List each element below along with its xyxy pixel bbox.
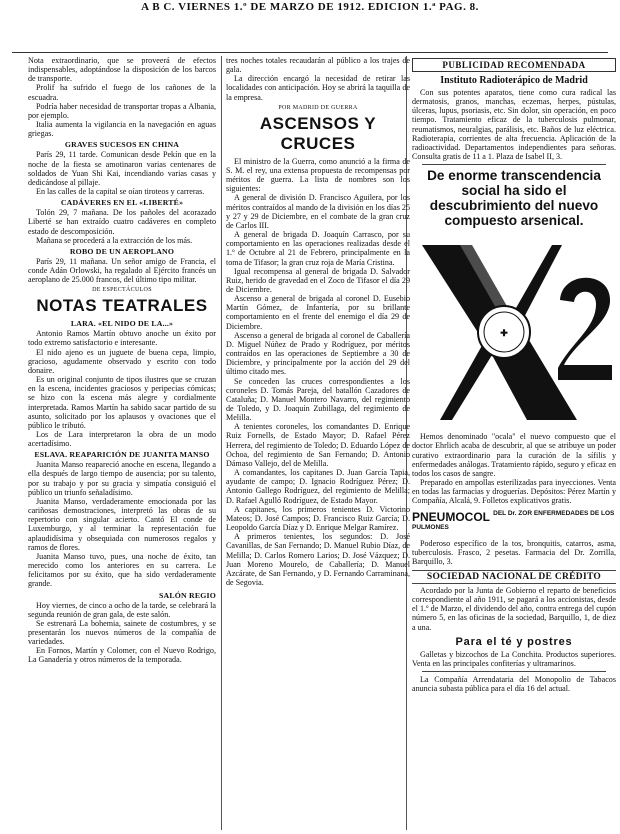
paragraph: Con sus potentes aparatos, tiene como cura radical las dermatosis, granos, manchas, eczemas, herpes, pústulas, úlceras, lupus, psoriasis, etc. Sin dolor, sin operación, en poco tiempo. Tratamiento eficaz de la tuberculosis pulmonar, reumatismos, neuralgias, parálisis, etc. Baños de luz eléctrica. Radioterapia, corrientes de alta frecuencia. Aplicación de la radioactividad. Departamentos independientes para señoras. Consulta gratis de 11 a 1. Plaza de Isabel II, 3. <box>412 88 616 162</box>
subheading: GRAVES SUCESOS EN CHINA <box>64 140 180 150</box>
divider <box>422 164 606 165</box>
paragraph: Italia aumenta la vigilancia en la navegación en aguas griegas. <box>28 120 216 139</box>
tea-ad-title: Para el té y postres <box>455 635 573 648</box>
paragraph: Mañana se procederá a la extracción de los más. <box>36 235 193 245</box>
paragraph: Ascenso a general de brigada al coronel D. Eusebio Martín Gómez, de Infantería, por su brillante comportamiento en el frente del enemigo el día 29 de Diciembre. <box>226 294 410 331</box>
paragraph: Acordado por la Junta de Gobierno el reparto de beneficios correspondiente al año 1911, se pagará a los accionistas, desde el 1.º de Marzo, el dividendo del año, contra entrega del cupón número 5, en las oficinas de la sociedad, Barquillo, 1, de diez a una. <box>412 585 616 632</box>
paragraph: En las calles de la capital se oían tiroteos y carreras. <box>36 187 205 197</box>
paragraph: Poderoso específico de la tos, bronquitis, catarros, asma, tuberculosis. Frasco, 2 pesetas. Farmacia del Dr. Zorrilla, Barquillo, 3. <box>412 538 616 566</box>
subheading: CADÁVERES EN EL «LIBERTÉ» <box>60 198 184 208</box>
paragraph: Galletas y bizcochos de La Conchita. Productos superiores. Venta en las principales confiterías y ultramarinos. <box>412 649 616 668</box>
paragraph: Nota extraordinario, que se proveerá de efectos indispensables, adoptándose la disposición de los barcos de transporte. <box>28 56 216 84</box>
x2-illustration <box>412 230 616 430</box>
subheading: ESLAVA. REAPARICIÓN DE JUANITA MANSO <box>34 450 210 460</box>
paragraph: Se estrenará La bohemia, sainete de costumbres, y se presentarán los nuevos números de la compañía de variedades. <box>28 618 216 647</box>
paragraph: Hemos denominado "ocala" el nuevo compuesto que el doctor Ehrlich acaba de descubrir, al que se atribuye un poder curativo extraordinario para la curación de la sífilis y enfermedades análogas. Tratamiento rápido, seguro y eficaz en todos los casos de sangre. <box>412 432 616 478</box>
column-2 <box>226 56 410 826</box>
subheading: ROBO DE UN AEROPLANO <box>69 246 175 256</box>
paragraph: Los de Lara interpretaron la obra de un modo acertadísimo. <box>28 430 216 449</box>
paragraph: A capitanes, los primeros tenientes D. Victorino Mateos; D. José Campos; D. Francisco Ruiz García; D. Leopoldo García Díaz y D. Enrique Melgar Ramírez. <box>226 504 410 533</box>
pneumocol-subtitle: DEL Dr. ZOR ENFERMEDADES DE LOS PULMONES <box>412 509 615 531</box>
paragraph: A comandantes, los capitanes D. Juan García Tapia, ayudante de campo; D. Ignacio Rodríguez Pérez; D. Antonio Gallego Rodríguez, del regimiento de Melilla; D. Rafael Agulló Rodríguez, de Estado Mayor. <box>226 468 410 505</box>
x2-logo-icon <box>412 230 616 430</box>
paragraph: Es un original conjunto de tipos ilustres que se cruzan en la escena, incidentes graciosos y peripecias cómicas; se hizo con la escena más alegre y cordialmente interpretada. Ramos Martín ha sabido sacar partido de su asunto, solicitado por los aplausos y ovaciones que el público le tributó. <box>28 375 216 430</box>
section-label: DE ESPECTÁCULOS <box>92 287 152 294</box>
paragraph: En Fornos, Martín y Colomer, con el Nuevo Rodrigo, La Ganadería y otros números de la temporada. <box>28 646 216 665</box>
paragraph: Juanita Manso, verdaderamente emocionada por las cariñosas demostraciones, interpretó las obras de su repertorio con singular acierto. Cantó El conde de Luxemburgo, y al terminar la representación fue aplaudidísima y obsequiada con numerosos regalos y ramos de flores. <box>28 496 216 552</box>
paragraph: El nido ajeno es un juguete de buena cepa, limpio, gracioso, agudamente observado y escrito con todo donaire. <box>28 347 216 375</box>
society-ad-title: SOCIEDAD NACIONAL DE CRÉDITO <box>412 570 616 584</box>
paragraph: Juanita Manso reapareció anoche en escena, llegando a ella después de largo tiempo de ausencia; por su talento, por su trabajo y por su gracia y simpatía consiguió el público un triunfo señaladísimo. <box>28 460 216 497</box>
paragraph: A general de división D. Francisco Aguilera, por los méritos contraídos al mando de la división en los días 25 y 27 y 29 de Diciembre, en el combate de la gran cruz de Carlos III. <box>226 193 410 230</box>
paragraph: La dirección encargó la necesidad de retirar las localidades con anticipación. Hoy se abrirá la taquilla de la empresa. <box>226 74 410 102</box>
ad-headline: De enorme transcendencia social ha sido el descubrimiento del nuevo compuesto arsenical. <box>427 168 601 229</box>
ad-title: Instituto Radioterápico de Madrid <box>440 75 588 86</box>
paragraph: La Compañía Arrendataria del Monopolio de Tabacos anuncia subasta pública para el día 16 del actual. <box>412 675 616 694</box>
svg-text:✚: ✚ <box>500 328 508 339</box>
paragraph: Hoy viernes, de cinco a ocho de la tarde, se celebrará la segunda reunión de gran gala, de este salón. <box>28 600 216 619</box>
paragraph: Preparado en ampollas esterilizadas para inyecciones. Venta en todas las farmacias y droguerías. Depósitos: Pérez Martín y Compañía, Alcalá, 9. Folletos explicativos gratis. <box>412 478 616 506</box>
paragraph: París 29, 11 mañana. Un señor amigo de Francia, el conde Adán Orlowski, ha regalado al Ejército francés un aeroplano de 25.000 francos, del último tipo militar. <box>28 256 216 285</box>
paragraph: Prolif ha sufrido el fuego de los cañones de la escuadra. <box>28 83 216 102</box>
paragraph: Juanita Manso tuvo, pues, una noche de éxito, tan merecido como los anteriores en su carrera. Le felicitamos por su éxito, que ha sido verdaderamente grande. <box>28 551 216 589</box>
section-title: ASCENSOS Y CRUCES <box>259 113 377 153</box>
page-header: A B C. VIERNES 1.º DE MARZO DE 1912. EDICION 1.ª PAG. 8. <box>141 1 479 13</box>
section-title: NOTAS TEATRALES <box>36 296 208 316</box>
paragraph: El ministro de la Guerra, como anunció a la firma de S. M. el rey, una extensa propuesta de recompensas por méritos de guerra. La lista de nombres son los siguientes: <box>226 156 410 194</box>
paragraph: tres noches totales recaudarán al público a los trajes de gala. <box>226 56 410 75</box>
subheading: SALÓN REGIO <box>158 590 216 600</box>
paragraph: Antonio Ramos Martín obtuvo anoche un éxito por todo extremo satisfactorio e interesante. <box>28 329 216 348</box>
paragraph: A general de brigada D. Joaquín Carrasco, por su comportamiento en las operaciones realizadas desde el 1.º de Octubre al 21 de Febrero, principalmente en la toma de Tifasor; la gran cruz roja de María Cristina. <box>226 230 410 267</box>
column-rule-1 <box>221 56 222 830</box>
advertising-header: PUBLICIDAD RECOMENDADA <box>412 58 616 72</box>
paragraph: Tolón 29, 7 mañana. De los pañoles del acorazado Liberté se han extraído cuatro cadáveres en completo estado de descomposición. <box>28 208 216 236</box>
pneumocol-ad-title <box>412 510 616 538</box>
section-label: POR MADRID DE GUERRA <box>278 104 358 111</box>
paragraph: A tenientes coroneles, los comandantes D. Enrique Ruiz Fornells, de Estado Mayor; D. Rafael Pérez Herrera, del regimiento de Toledo; D. Eduardo López de Ochoa, del regimiento de San Fernando; D. Antonio Dámaso Vallejo, del de Melilla. <box>226 422 410 468</box>
column-3 <box>412 56 616 826</box>
header-rule <box>12 52 608 53</box>
paragraph: Igual recompensa al general de brigada D. Salvador Ruiz, herido de gravedad en el Zoco de Tifasor el día 29 de Diciembre. <box>226 266 410 294</box>
divider <box>422 671 606 672</box>
column-1 <box>28 56 216 826</box>
subheading: LARA. «EL NIDO DE LA...» <box>70 319 174 329</box>
paragraph: Se conceden las cruces correspondientes a los coroneles D. Tomás Pareja, del batallón Cazadores de Cataluña; D. Manuel Montero Navarro, del regimiento de Toledo, y D. Joaquín Zubillaga, del regimiento de Melilla. <box>226 376 410 423</box>
paragraph: Podría haber necesidad de transportar tropas a Albania, por ejemplo. <box>28 101 216 120</box>
pneumocol-name: PNEUMOCOL <box>412 509 490 524</box>
paragraph: Ascenso a general de brigada al coronel de Caballería D. Miguel Núñez de Prado y Rodríguez, por méritos contraídos en las operaciones de Septiembre a 30 de Diciembre, y principalmente por la acción del 29 del último citado mes. <box>226 330 410 377</box>
paragraph: París 29, 11 tarde. Comunican desde Pekín que en la noche de la fiesta se amotinaron varias centenares de soldados de Yuan Shi Kai, incendiando varias casas y dedicándose al pillaje. <box>28 150 216 187</box>
paragraph: A primeros tenientes, los segundos: D. José Cavanillas, de San Fernando; D. Manuel Rubio Díaz, de Melilla; D. Carlos Romero Larios; D. José Vázquez; D. Juan Moreno Mourelo, de Caballería; D. Manuel Azcárate, de San Fernando, y D. Fernando Carraminana, de Segovia. <box>226 532 410 587</box>
